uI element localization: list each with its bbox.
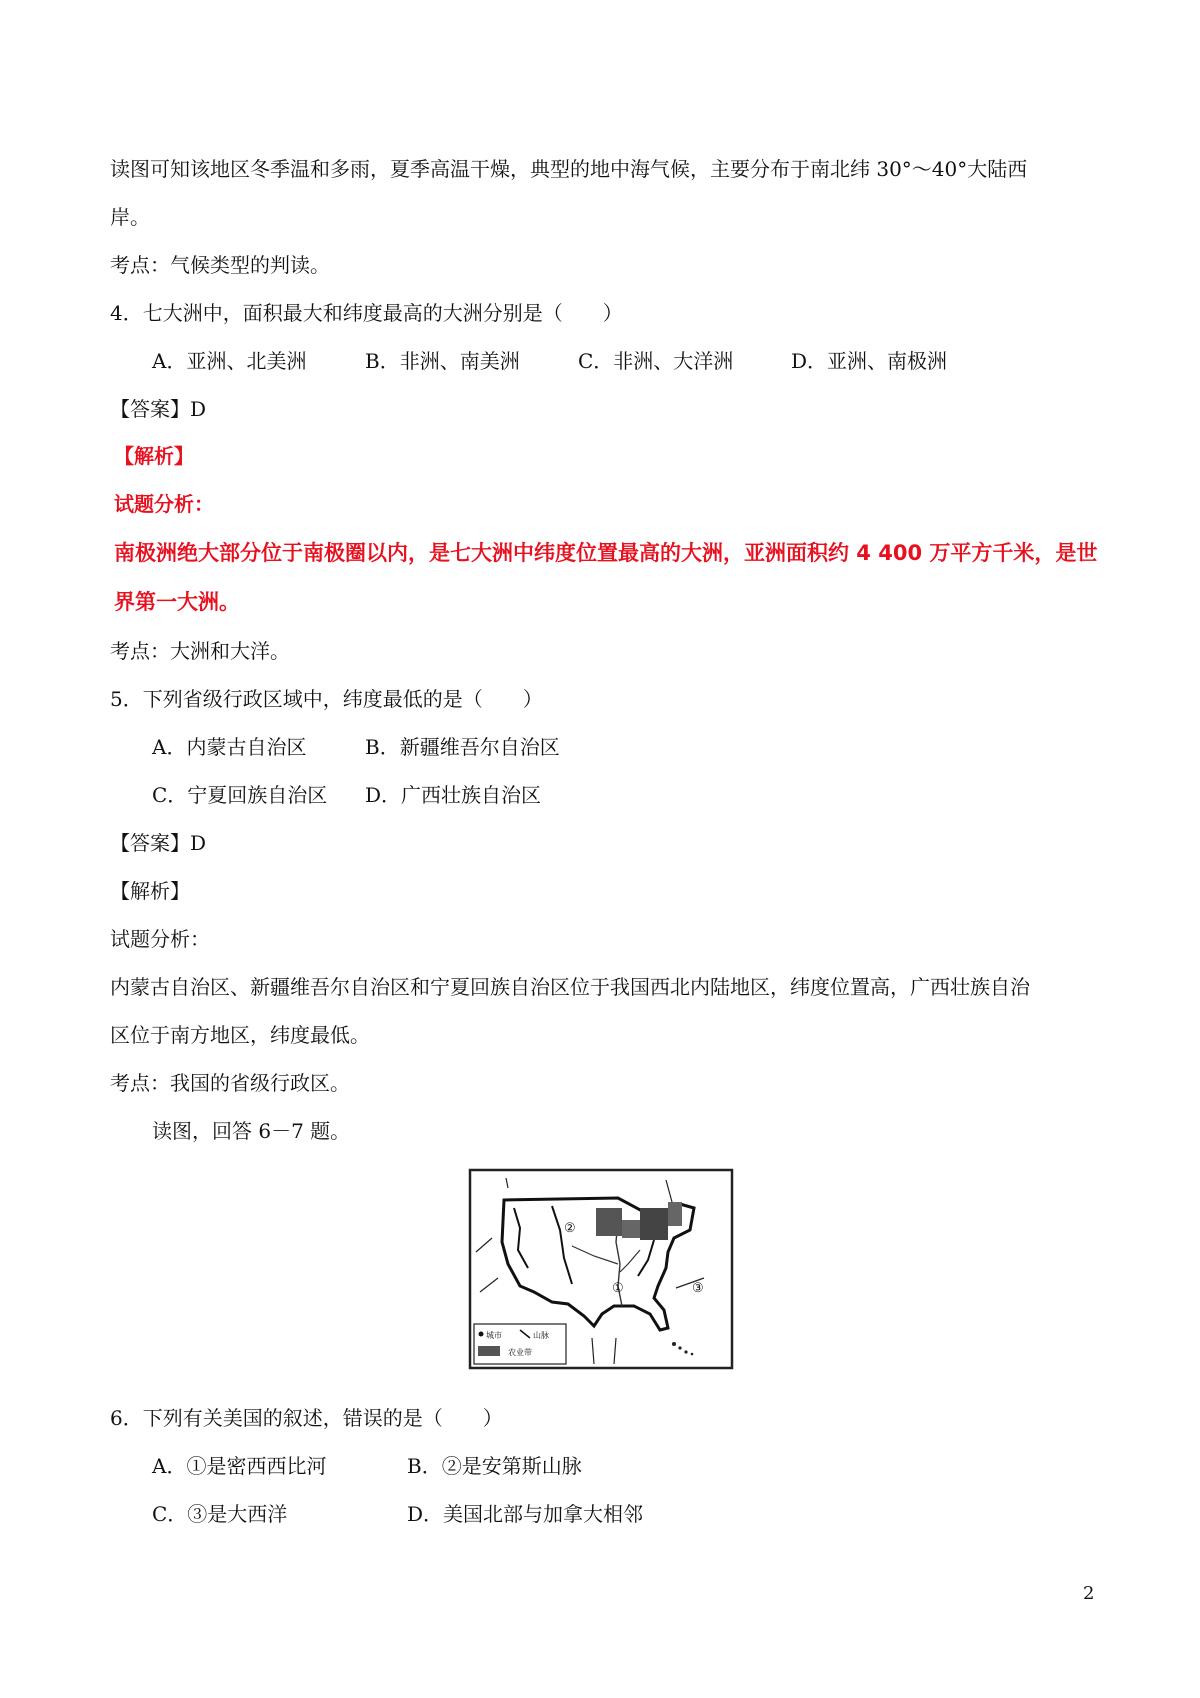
q4-options bbox=[152, 348, 947, 374]
q6-options-row1 bbox=[152, 1453, 582, 1479]
q6-options-row2 bbox=[152, 1501, 643, 1527]
q4-option-c: C．非洲、大洋洲 bbox=[578, 349, 734, 373]
q5-option-c: C．宁夏回族自治区 bbox=[152, 783, 328, 807]
q5-question: 5．下列省级行政区域中，纬度最低的是（ ） bbox=[110, 687, 543, 711]
legend-city: 城市 bbox=[486, 1331, 502, 1340]
q5-option-d: D．广西壮族自治区 bbox=[365, 783, 542, 807]
q5-answer: 【答案】D bbox=[110, 831, 207, 855]
read-prompt: 读图，回答 6－7 题。 bbox=[152, 1119, 351, 1143]
q6-option-a: A．①是密西西比河 bbox=[152, 1454, 327, 1478]
page-number: 2 bbox=[1083, 1583, 1095, 1604]
map-legend bbox=[474, 1324, 566, 1364]
prev-kaodian: 考点：气候类型的判读。 bbox=[110, 253, 330, 277]
q4-option-b: B．非洲、南美洲 bbox=[365, 349, 520, 373]
q4-kaodian: 考点：大洲和大洋。 bbox=[110, 639, 290, 663]
q5-analysis-line1: 内蒙古自治区、新疆维吾尔自治区和宁夏回族自治区位于我国西北内陆地区，纬度位置高，广西壮族自治 bbox=[110, 975, 1030, 999]
q4-analysis-line1: 南极洲绝大部分位于南极圈以内，是七大洲中纬度位置最高的大洲，亚洲面积约 4 400 万平方千米，是世 bbox=[114, 541, 1098, 565]
q4-answer: 【答案】D bbox=[110, 397, 207, 421]
usa-map-figure bbox=[468, 1168, 734, 1370]
q5-options-row2 bbox=[152, 782, 541, 808]
q4-jiexi-heading: 【解析】 bbox=[114, 444, 194, 468]
legend-agriculture: 农业带 bbox=[508, 1348, 532, 1357]
q4-analysis-line2: 界第一大洲。 bbox=[114, 590, 240, 614]
q5-analysis-label: 试题分析： bbox=[110, 927, 210, 951]
q5-option-a: A．内蒙古自治区 bbox=[152, 735, 307, 759]
q5-option-b: B．新疆维吾尔自治区 bbox=[365, 735, 560, 759]
map-label-3: ③ bbox=[692, 1281, 704, 1296]
legend-mountain: 山脉 bbox=[533, 1331, 549, 1340]
q5-analysis-line2: 区位于南方地区，纬度最低。 bbox=[110, 1023, 370, 1047]
map-label-1: ① bbox=[612, 1281, 624, 1296]
q5-jiexi-heading: 【解析】 bbox=[110, 879, 190, 903]
prev-explanation-line1: 读图可知该地区冬季温和多雨，夏季高温干燥，典型的地中海气候，主要分布于南北纬 30°～40°大陆西 bbox=[110, 157, 1028, 181]
q4-analysis-label: 试题分析： bbox=[114, 492, 214, 516]
q4-option-d: D．亚洲、南极洲 bbox=[791, 349, 948, 373]
q6-option-c: C．③是大西洋 bbox=[152, 1502, 288, 1526]
map-label-2: ② bbox=[564, 1221, 576, 1236]
q6-option-d: D．美国北部与加拿大相邻 bbox=[407, 1502, 644, 1526]
prev-explanation-line2: 岸。 bbox=[110, 205, 150, 229]
q6-option-b: B．②是安第斯山脉 bbox=[407, 1454, 582, 1478]
q5-options-row1 bbox=[152, 734, 560, 760]
q5-kaodian: 考点：我国的省级行政区。 bbox=[110, 1071, 350, 1095]
q4-question: 4．七大洲中，面积最大和纬度最高的大洲分别是（ ） bbox=[110, 301, 623, 325]
q4-option-a: A．亚洲、北美洲 bbox=[152, 349, 307, 373]
q6-question: 6．下列有关美国的叙述，错误的是（ ） bbox=[110, 1406, 503, 1430]
